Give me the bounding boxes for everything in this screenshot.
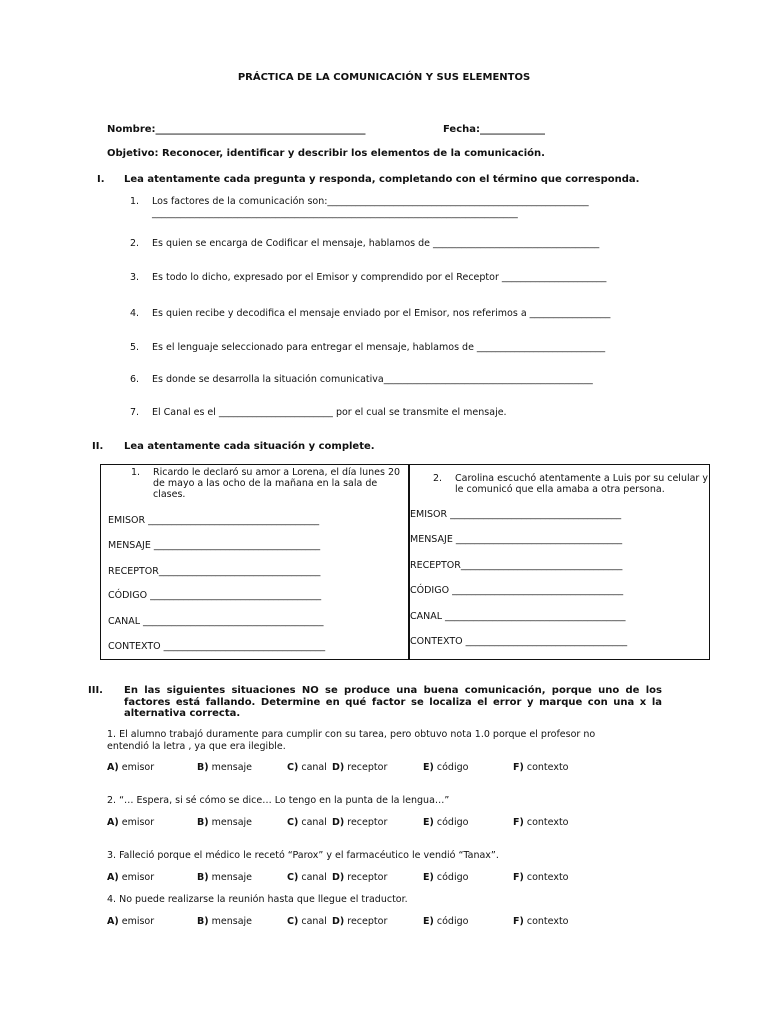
situation-1-box <box>100 464 410 660</box>
option-label: receptor <box>347 762 388 773</box>
q2-option-d[interactable] <box>332 817 387 828</box>
situation-2-emisor-field[interactable]: EMISOR ____________________________________ <box>410 509 622 520</box>
option-letter: E) <box>423 916 434 927</box>
situation-1-codigo-field[interactable]: CÓDIGO ____________________________________ <box>108 590 322 601</box>
section-3-numeral: III. <box>88 685 103 696</box>
q2-option-a[interactable] <box>107 817 154 828</box>
situation-q2-text: 2. “… Espera, si sé cómo se dice… Lo tengo en la punta de la lengua…” <box>107 795 450 806</box>
question-2-number: 2. <box>130 238 140 249</box>
situation-2-contexto-field[interactable]: CONTEXTO __________________________________ <box>410 636 628 647</box>
situation-1-number: 1. <box>131 467 141 478</box>
situation-2-codigo-field[interactable]: CÓDIGO ____________________________________ <box>410 585 624 596</box>
option-letter: B) <box>197 817 209 828</box>
option-label: emisor <box>121 916 155 927</box>
option-letter: C) <box>287 872 299 883</box>
situation-2-number: 2. <box>433 473 443 484</box>
option-letter: C) <box>287 916 299 927</box>
option-letter: A) <box>107 872 119 883</box>
situation-1-canal-field[interactable]: CANAL ______________________________________ <box>108 616 324 627</box>
option-letter: A) <box>107 916 119 927</box>
nombre-field[interactable]: Nombre:__________________________________________ <box>107 124 366 135</box>
option-letter: E) <box>423 872 434 883</box>
option-letter: C) <box>287 817 299 828</box>
option-letter: D) <box>332 916 345 927</box>
section-1-instruction: Lea atentamente cada pregunta y responda, completando con el término que corresponda. <box>124 174 640 185</box>
question-5-number: 5. <box>130 342 140 353</box>
situation-2-mensaje-field[interactable]: MENSAJE ___________________________________ <box>410 534 623 545</box>
option-label: emisor <box>121 872 155 883</box>
q4-option-a[interactable] <box>107 916 154 927</box>
option-label: contexto <box>526 817 569 828</box>
option-letter: B) <box>197 762 209 773</box>
option-letter: F) <box>513 817 524 828</box>
option-label: emisor <box>121 762 155 773</box>
fecha-field[interactable]: Fecha:_____________ <box>443 124 546 135</box>
q2-option-f[interactable] <box>513 817 569 828</box>
q3-option-e[interactable] <box>423 872 468 883</box>
q2-option-e[interactable] <box>423 817 468 828</box>
q3-option-b[interactable] <box>197 872 252 883</box>
question-1-line2[interactable]: _____________________________________________________________________________ <box>152 208 518 219</box>
section-2-instruction: Lea atentamente cada situación y complete. <box>124 441 375 452</box>
q3-option-f[interactable] <box>513 872 569 883</box>
objetivo-text: Objetivo: Reconocer, identificar y describir los elementos de la comunicación. <box>107 148 545 159</box>
q4-option-e[interactable] <box>423 916 468 927</box>
q1-option-b[interactable] <box>197 762 252 773</box>
situation-1-receptor-field[interactable]: RECEPTOR__________________________________ <box>108 566 321 577</box>
option-label: receptor <box>347 872 388 883</box>
option-letter: A) <box>107 817 119 828</box>
option-letter: E) <box>423 817 434 828</box>
option-letter: D) <box>332 817 345 828</box>
option-label: código <box>436 817 469 828</box>
q3-option-d[interactable] <box>332 872 387 883</box>
q4-option-d[interactable] <box>332 916 387 927</box>
question-4-text[interactable]: Es quien recibe y decodifica el mensaje enviado por el Emisor, nos referimos a _________________ <box>152 308 611 319</box>
question-7-text[interactable]: El Canal es el ________________________ por el cual se transmite el mensaje. <box>152 407 507 418</box>
q3-option-a[interactable] <box>107 872 154 883</box>
question-3-text[interactable]: Es todo lo dicho, expresado por el Emisor y comprendido por el Receptor ______________________ <box>152 272 607 283</box>
question-1-number: 1. <box>130 196 140 207</box>
option-label: código <box>436 762 469 773</box>
situation-2-canal-field[interactable]: CANAL ______________________________________ <box>410 611 626 622</box>
q2-option-c[interactable] <box>287 817 327 828</box>
section-2-numeral: II. <box>92 441 104 452</box>
situation-q3-text: 3. Falleció porque el médico le recetó “Parox” y el farmacéutico le vendió “Tanax”. <box>107 850 499 861</box>
situation-1-text: Ricardo le declaró su amor a Lorena, el día lunes 20 de mayo a las ocho de la mañana en la sala de clases. <box>153 467 401 500</box>
situation-2-box <box>408 464 710 660</box>
q1-option-a[interactable] <box>107 762 154 773</box>
option-label: contexto <box>526 762 569 773</box>
question-1-text[interactable]: Los factores de la comunicación son:_______________________________________________________ <box>152 196 589 207</box>
option-label: canal <box>301 872 327 883</box>
option-label: canal <box>301 916 327 927</box>
situations-table <box>100 464 710 662</box>
situation-1-emisor-field[interactable]: EMISOR ____________________________________ <box>108 515 320 526</box>
q1-option-d[interactable] <box>332 762 387 773</box>
question-6-text[interactable]: Es donde se desarrolla la situación comunicativa____________________________________________ <box>152 374 593 385</box>
option-letter: A) <box>107 762 119 773</box>
question-6-number: 6. <box>130 374 140 385</box>
option-letter: D) <box>332 872 345 883</box>
q1-option-c[interactable] <box>287 762 327 773</box>
question-5-text[interactable]: Es el lenguaje seleccionado para entregar el mensaje, hablamos de ___________________________ <box>152 342 606 353</box>
q4-option-b[interactable] <box>197 916 252 927</box>
option-label: mensaje <box>211 872 252 883</box>
option-label: código <box>436 872 469 883</box>
option-label: código <box>436 916 469 927</box>
section-3-instruction: En las siguientes situaciones NO se produce una buena comunicación, porque uno de los factores está fallando. Determine en qué factor se localiza el error y marque con una x la alternativa correcta. <box>124 685 662 719</box>
q1-option-e[interactable] <box>423 762 468 773</box>
option-letter: D) <box>332 762 345 773</box>
option-letter: F) <box>513 762 524 773</box>
option-letter: B) <box>197 916 209 927</box>
situation-2-text: Carolina escuchó atentamente a Luis por su celular y le comunicó que ella amaba a otra persona. <box>455 473 708 495</box>
situation-1-mensaje-field[interactable]: MENSAJE ___________________________________ <box>108 540 321 551</box>
option-label: receptor <box>347 916 388 927</box>
option-letter: E) <box>423 762 434 773</box>
option-letter: B) <box>197 872 209 883</box>
question-4-number: 4. <box>130 308 140 319</box>
question-3-number: 3. <box>130 272 140 283</box>
section-1-numeral: I. <box>97 174 105 185</box>
situation-2-receptor-field[interactable]: RECEPTOR__________________________________ <box>410 560 623 571</box>
option-label: mensaje <box>211 916 252 927</box>
question-2-text[interactable]: Es quien se encarga de Codificar el mensaje, hablamos de ___________________________________ <box>152 238 600 249</box>
option-label: mensaje <box>211 762 252 773</box>
option-label: contexto <box>526 872 569 883</box>
option-label: mensaje <box>211 817 252 828</box>
question-7-number: 7. <box>130 407 140 418</box>
q4-option-c[interactable] <box>287 916 327 927</box>
situation-1-contexto-field[interactable]: CONTEXTO __________________________________ <box>108 641 326 652</box>
option-label: canal <box>301 762 327 773</box>
option-letter: C) <box>287 762 299 773</box>
option-letter: F) <box>513 916 524 927</box>
option-label: contexto <box>526 916 569 927</box>
q3-option-c[interactable] <box>287 872 327 883</box>
option-label: canal <box>301 817 327 828</box>
situation-q4-text: 4. No puede realizarse la reunión hasta que llegue el traductor. <box>107 894 408 905</box>
q2-option-b[interactable] <box>197 817 252 828</box>
page-title: PRÁCTICA DE LA COMUNICACIÓN Y SUS ELEMENTOS <box>237 72 531 83</box>
option-label: receptor <box>347 817 388 828</box>
situation-q1-text: 1. El alumno trabajó duramente para cumplir con su tarea, pero obtuvo nota 1.0 porque el profesor no entendió la letra , ya que era ilegible. <box>107 729 596 752</box>
q1-option-f[interactable] <box>513 762 569 773</box>
option-letter: F) <box>513 872 524 883</box>
option-label: emisor <box>121 817 155 828</box>
q4-option-f[interactable] <box>513 916 569 927</box>
